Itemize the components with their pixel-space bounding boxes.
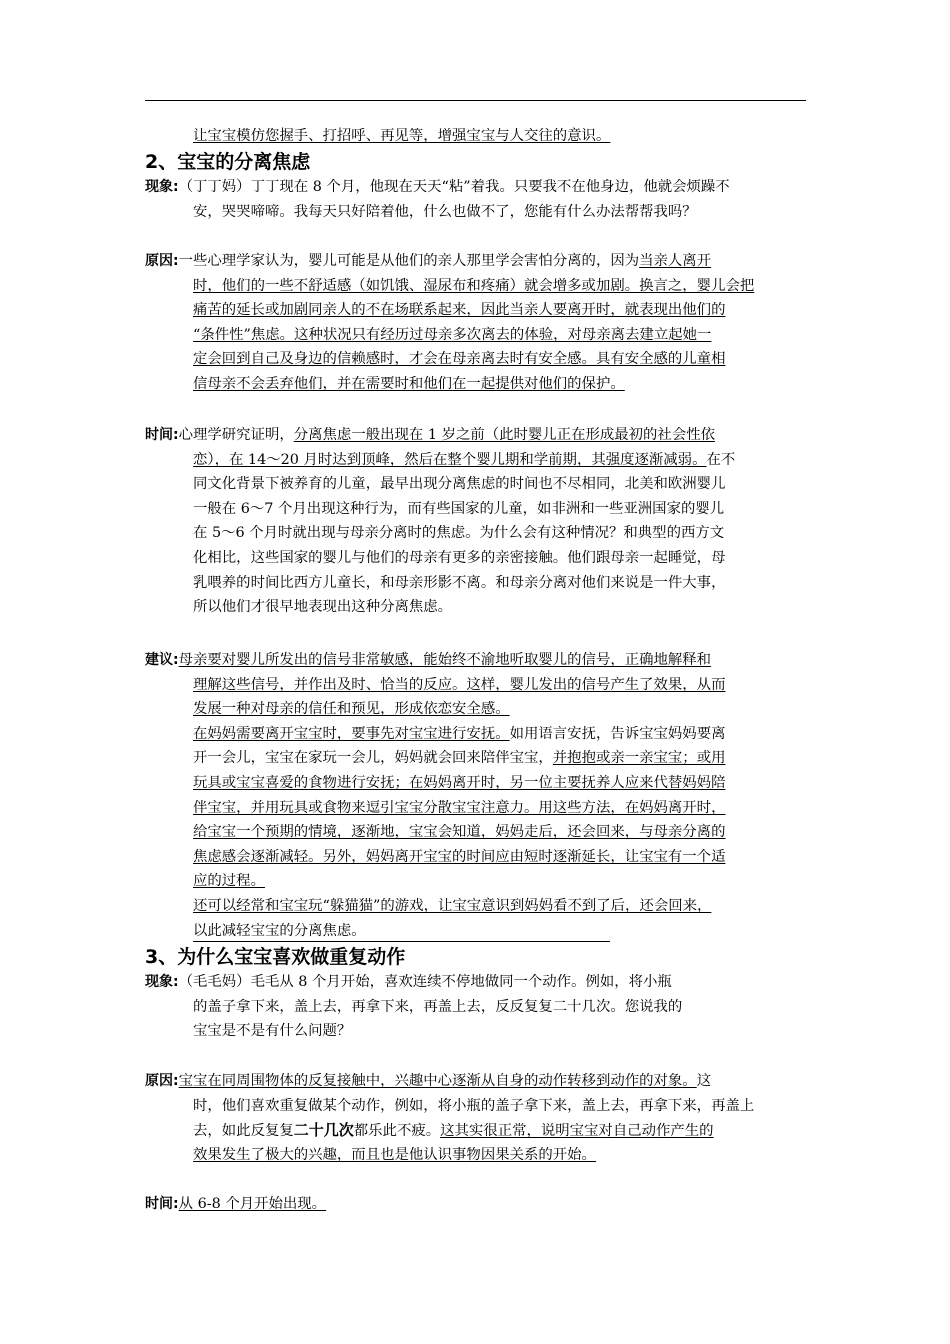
suggestion-text: 母亲要对婴儿所发出的信号非常敏感，能始终不渝地听取婴儿的信号，正确地解释和 [178, 652, 712, 668]
phenomenon-text: 安，哭哭啼啼。我每天只好陪着他，什么也做不了，您能有什么办法帮帮我吗？ [193, 203, 697, 220]
phenomenon-text: （毛毛妈）毛毛从 8 个月开始，喜欢连续不停地做同一个动作。例如，将小瓶 [178, 974, 672, 990]
phenomenon-text: 宝宝是不是有什么问题？ [193, 1023, 352, 1040]
s2-phenomenon [145, 175, 808, 224]
time-text: 同文化背景下被养育的儿童，最早出现分离焦虑的时间也不尽相同，北美和欧洲婴儿 [193, 476, 726, 493]
intro-line [145, 124, 808, 149]
time-text: 在 5～6 个月时就出现与母亲分离时的焦虑。为什么会有这种情况？和典型的西方文 [193, 525, 725, 542]
time-text: 所以他们才很早地表现出这种分离焦虑。 [193, 599, 453, 616]
s2-suggestion [145, 648, 808, 943]
suggestion-text: 还可以经常和宝宝玩“躲猫猫”的游戏，让宝宝意识到妈妈看不到了后，还会回来， [193, 897, 712, 914]
section-divider [193, 941, 610, 942]
cause-text: 效果发生了极大的兴趣，而且也是他认识事物因果关系的开始。 [193, 1146, 596, 1163]
s3-phenomenon [145, 970, 808, 1044]
suggestion-text: 焦虑感会逐渐减轻。另外，妈妈离开宝宝的时间应由短时逐渐延长，让宝宝有一个适 [193, 848, 726, 865]
suggestion-text: 给宝宝一个预期的情境，逐渐地，宝宝会知道，妈妈走后，还会回来，与母亲分离的 [193, 824, 726, 841]
suggestion-text: 以此减轻宝宝的分离焦虑。 [193, 922, 366, 939]
suggestion-text: 玩具或宝宝喜爱的食物进行安抚；在妈妈离开时，另一位主要抚养人应来代替妈妈陪 [193, 774, 726, 791]
cause-text: 信母亲不会丢弃他们，并在需要时和他们在一起提供对他们的保护。 [193, 375, 625, 392]
section-2-heading [145, 150, 808, 176]
intro-text: 让宝宝模仿您握手、打招呼、再见等，增强宝宝与人交往的意识。 [193, 128, 611, 144]
cause-text: 时，他们喜欢重复做某个动作，例如，将小瓶的盖子拿下来，盖上去，再拿下来，再盖上 [193, 1097, 755, 1114]
suggestion-text: 开一会儿，宝宝在家玩一会儿，妈妈就会回来陪伴宝宝， [193, 750, 553, 767]
suggestion-text: 理解这些信号，并作出及时、恰当的反应。这样，婴儿发出的信号产生了效果，从而 [193, 676, 726, 693]
phenomenon-label: 现象: [145, 974, 179, 990]
cause-text: 一些心理学家认为，婴儿可能是从他们的亲人那里学会害怕分离的，因为 [178, 253, 640, 269]
section-3-title: 3、为什么宝宝喜欢做重复动作 [145, 946, 406, 968]
cause-text: 都乐此不疲。 [353, 1123, 441, 1140]
time-text: 化相比，这些国家的婴儿与他们的母亲有更多的亲密接触。他们跟母亲一起睡觉，母 [193, 549, 726, 566]
cause-label: 原因: [145, 253, 179, 269]
section-3-heading [145, 945, 808, 971]
time-text: 恋），在 14～20 月时达到顶峰，然后在整个婴儿期和学前期，其强度逐渐减弱。 [193, 451, 707, 468]
cause-text: 痛苦的延长或加剧同亲人的不在场联系起来，因此当亲人要离开时，就表现出他们的 [193, 302, 726, 319]
cause-text: 当亲人离开 [639, 253, 712, 269]
time-text: 心理学研究证明， [178, 427, 294, 443]
time-label: 时间: [145, 427, 179, 443]
s2-time [145, 423, 808, 620]
cause-label: 原因: [145, 1073, 179, 1089]
phenomenon-text: （丁丁妈）丁丁现在 8 个月，他现在天天“粘”着我。只要我不在他身边，他就会烦躁不 [178, 179, 730, 195]
time-text: 在不 [706, 451, 736, 468]
s2-cause [145, 249, 808, 397]
phenomenon-label: 现象: [145, 179, 179, 195]
cause-text: “条件性”焦虑。这种状况只有经历过母亲多次离去的体验，对母亲离去建立起她一 [193, 326, 712, 343]
time-label: 时间: [145, 1196, 179, 1212]
time-text: 分离焦虑一般出现在 1 岁之前（此时婴儿正在形成最初的社会性依 [293, 427, 715, 443]
cause-text: 去，如此反复复 [193, 1123, 294, 1140]
suggestion-text: 应的过程。 [193, 873, 265, 890]
cause-text: 定会回到自己及身边的信赖感时，才会在母亲离去时有安全感。具有安全感的儿童相 [193, 351, 726, 368]
suggestion-label: 建议: [145, 652, 179, 668]
cause-text: 时，他们的一些不舒适感（如饥饿、湿尿布和疼痛）就会增多或加剧。换言之，婴儿会把 [193, 277, 755, 294]
header-rule [145, 100, 806, 101]
section-2-title: 2、宝宝的分离焦虑 [145, 151, 311, 173]
suggestion-text: 在妈妈需要离开宝宝时，要事先对宝宝进行安抚。 [193, 725, 510, 742]
time-text: 从 6-8 个月开始出现。 [178, 1196, 327, 1212]
time-text: 一般在 6～7 个月出现这种行为，而有些国家的儿童，如非洲和一些亚洲国家的婴儿 [193, 500, 725, 517]
s3-time [145, 1192, 808, 1217]
cause-text: 这其实很正常，说明宝宝对自己动作产生的 [440, 1123, 714, 1140]
suggestion-text: 发展一种对母亲的信任和预见，形成依恋安全感。 [193, 701, 510, 718]
cause-text: 这 [696, 1073, 712, 1089]
s3-cause [145, 1069, 808, 1167]
cause-emphasis: 二十几次 [293, 1121, 354, 1140]
time-text: 乳喂养的时间比西方儿童长，和母亲形影不离。和母亲分离对他们来说是一件大事， [193, 574, 726, 591]
suggestion-text: 如用语言安抚，告诉宝宝妈妈要离 [509, 725, 726, 742]
cause-text: 宝宝在同周围物体的反复接触中，兴趣中心逐渐从自身的动作转移到动作的对象。 [178, 1073, 697, 1089]
phenomenon-text: 的盖子拿下来，盖上去，再拿下来，再盖上去，反反复复二十几次。您说我的 [193, 998, 683, 1015]
suggestion-text: 伴宝宝，并用玩具或食物来逗引宝宝分散宝宝注意力。用这些方法，在妈妈离开时， [193, 799, 726, 816]
suggestion-text: 并抱抱或亲一亲宝宝；或用 [552, 750, 726, 767]
